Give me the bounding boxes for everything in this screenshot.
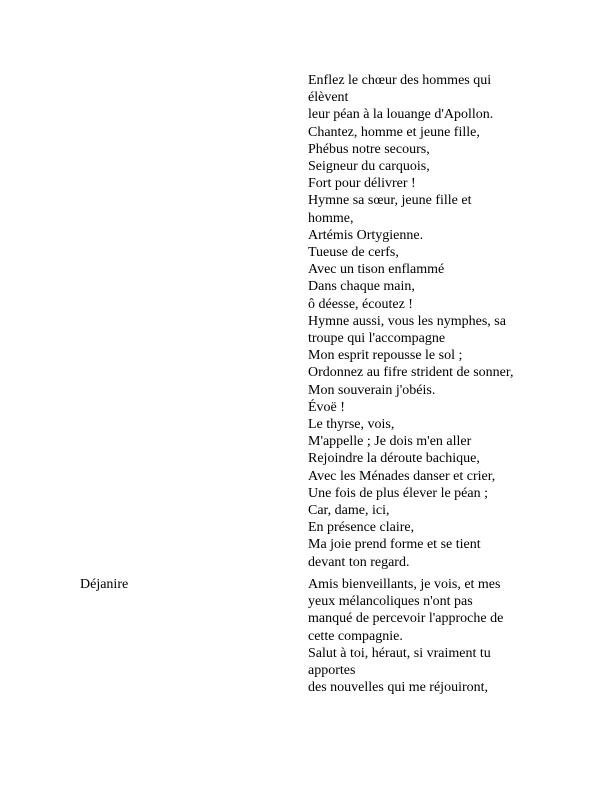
verse-line: Chantez, homme et jeune fille, — [308, 124, 480, 140]
verse-line: Avec un tison enflammé — [308, 262, 445, 278]
verse-line: Phébus notre secours, — [308, 141, 430, 157]
verse-line: leur péan à la louange d'Apollon. — [308, 107, 494, 123]
verse-line: Une fois de plus élever le péan ; — [308, 485, 488, 501]
verse-line: ô déesse, écoutez ! — [308, 296, 413, 312]
verse-line: Dans chaque main, — [308, 279, 415, 295]
speech-line: Salut à toi, héraut, si vraiment tu — [308, 645, 491, 661]
verse-line: Rejoindre la déroute bachique, — [308, 451, 480, 467]
verse-line: Avec les Ménades danser et crier, — [308, 468, 496, 484]
chorus-verse — [308, 72, 538, 571]
verse-line: troupe qui l'accompagne — [308, 331, 446, 347]
verse-line: Mon souverain j'obéis. — [308, 382, 436, 398]
verse-line: Enflez le chœur des hommes qui — [308, 73, 492, 88]
speech-line: Amis bienveillants, je vois, et mes — [308, 577, 501, 592]
verse-line: devant ton regard. — [308, 554, 410, 570]
verse-line: Mon esprit repousse le sol ; — [308, 348, 463, 364]
verse-line: Ordonnez au fifre strident de sonner, — [308, 365, 514, 381]
speech-line: yeux mélancoliques n'ont pas — [308, 594, 473, 610]
verse-line: Seigneur du carquois, — [308, 159, 430, 175]
speech-line: des nouvelles qui me réjouiront, — [308, 680, 489, 696]
speech-line: apportes — [308, 663, 356, 679]
verse-line: Hymne aussi, vous les nymphes, sa — [308, 313, 506, 329]
verse-line: Ma joie prend forme et se tient — [308, 537, 481, 553]
verse-line: homme, — [308, 210, 354, 226]
speech-text — [308, 576, 538, 696]
verse-line: M'appelle ; Je dois m'en aller — [308, 434, 472, 450]
verse-line: En présence claire, — [308, 520, 415, 536]
speech-line: cette compagnie. — [308, 628, 403, 644]
speech-line: manqué de percevoir l'approche de — [308, 611, 504, 627]
verse-line: Artémis Ortygienne. — [308, 227, 424, 243]
verse-line: Évoë ! — [308, 399, 345, 415]
verse-line: Fort pour délivrer ! — [308, 176, 416, 192]
verse-line: Tueuse de cerfs, — [308, 245, 399, 261]
speaker-name: Déjanire — [80, 577, 129, 592]
verse-line: Hymne sa sœur, jeune fille et — [308, 193, 472, 209]
verse-line: Le thyrse, vois, — [308, 417, 395, 433]
verse-line: élèvent — [308, 90, 349, 106]
verse-line: Car, dame, ici, — [308, 503, 390, 519]
